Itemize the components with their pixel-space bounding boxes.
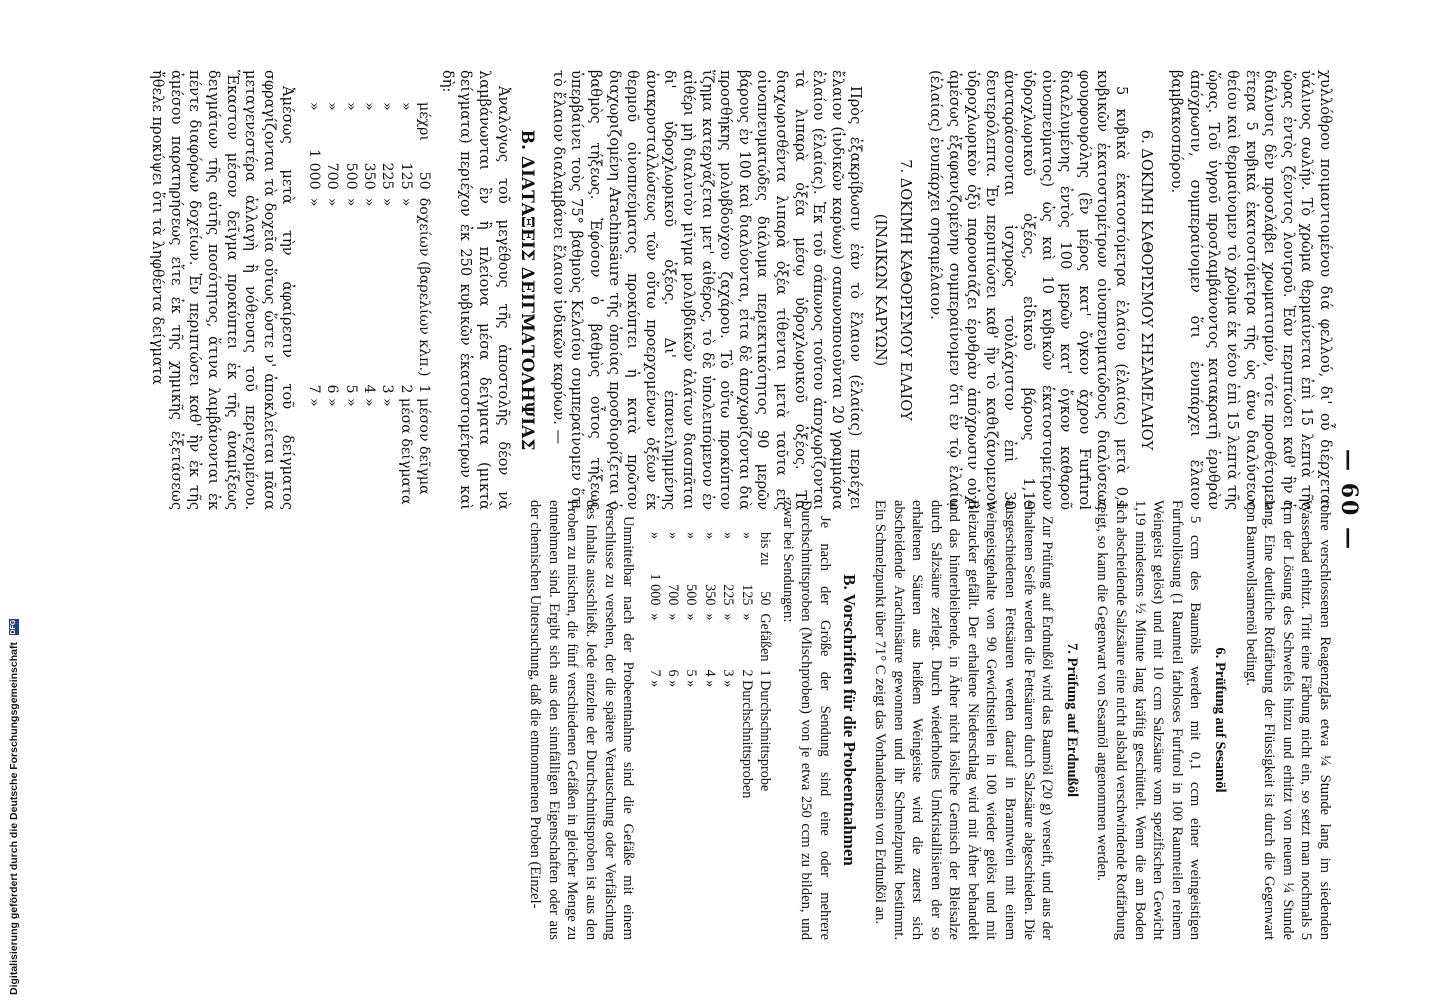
sample-count: 500 — [683, 584, 700, 606]
greek-heading-sampling: B. ΔΙΑΤΑΞΕΙΣ ΔΕΙΓΜΑΤΟΛΗΨΙΑΣ — [517, 129, 538, 451]
sample-result: 7 » — [646, 669, 663, 688]
sample-prefix: » — [342, 102, 359, 111]
german-paragraph-sealing: Unmittelbar nach der Probeentnahme sind die Gefäße mit einem Verschlusse zu versehen, der die spätere Vertauschung oder Verfälschung des Inhalts ausschließt. Jede einzelne der Durchschnittsproben ist aus den Proben zu mischen, die fünf verschiedenen Gefäßen in gleicher Menge zu entnehmen sind. Ergibt sich aus den sinnfälligen Eigenschaften oder aus der chemischen Untersuchung, daß die entnommenen Proben (Einzel- — [527, 500, 637, 940]
sample-count: 700 — [324, 162, 341, 190]
sample-prefix: bis zu — [756, 532, 773, 566]
greek-paragraph-sampling: Ἀναλόγως τοῦ μεγέθους τῆς ἀποστολῆς δέον νὰ λαμβάνωνται ἓν ἢ πλείονα μέσα δείγματα (μικτὰ δείγματα) περιέχον ἐκ 250 κυβικῶν ἑκατοστομέτρων καὶ δὴ: — [438, 70, 512, 510]
german-paragraph-sampling: Je nach der Größe der Sendung sind eine oder mehrere Durchschnittsproben (Mischproben) von je etwa 250 ccm zu bilden, und zwar bei Sendungen: — [779, 500, 833, 940]
sample-count: 50 — [416, 171, 433, 190]
sample-unit: Gefäßen — [756, 613, 773, 662]
sample-count: 225 — [720, 584, 737, 606]
dfg-logo: DFG — [10, 619, 18, 635]
sample-prefix: » — [738, 532, 755, 540]
greek-heading-peanut: 7. ΔΟΚΙΜΗ ΚΑΘΟΡΙΣΜΟΥ ΕΛΑΙΟΥ — [896, 159, 914, 421]
german-heading-sesame: 6. Prüfung auf Sesamöl — [1212, 647, 1229, 793]
sample-row — [360, 98, 378, 509]
sample-count: 350 — [361, 162, 378, 190]
sample-unit: » — [397, 197, 414, 207]
sample-count: 1 000 — [305, 149, 322, 190]
sample-prefix: » — [664, 532, 681, 540]
greek-sample-table — [304, 98, 433, 509]
greek-paragraph-continued: χυλλόθρου ποιμαντιομένου διά φελλού, δι' οὗ διέρχεται ὑάλινος σωλήν. Τὸ χρῶμα θερμαίνεται ἐπὶ 15 λεπτὰ τῆς ὥρας ἐντὸς ζέοντος λουτροῦ. Ἐὰν περιπτώσει καθ' ἣν ἡ διάλυσις δὲν προσλάβει χρωματισμόν, τότε προσθέτομεν ἕτερα 5 κυβικὰ ἑκατοστόμετρα τῆς ὡς ἄνω διαλύσεως θείου καὶ θερμαίνομεν τὸ χρῶμα ἐκ νέου ἐπὶ 15 λεπτὰ τῆς ὥρας. Τοῦ ὑγροῦ προσλαμβάνοντος κατακρατῆ ἐρυθρὰν ἀπόχρωσιν, συμπεραίνομεν ὅτι ἐνυπάρχει ἔλαιον βαμβακοσπόρου. — [1168, 70, 1334, 510]
sample-row — [415, 98, 433, 509]
sample-result: 4 » — [701, 669, 718, 688]
sample-count: 50 — [756, 591, 773, 606]
sample-prefix: » — [646, 532, 663, 540]
sample-count: 125 — [738, 584, 755, 606]
sample-row — [341, 98, 359, 509]
sample-prefix: » — [324, 102, 341, 111]
sample-unit: » — [701, 613, 718, 621]
sample-result: 5 » — [342, 384, 359, 407]
german-paragraph-peanut: Zur Prüfung auf Erdnußöl wird das Baumöl (20 g) verseift, und aus der erhaltenen Seife werden die Fettsäuren durch Salzsäure abgeschieden. Die ausgeschiedenen Fettsäuren werden darauf in Branntwein mit einem Weingeistgehalte von 90 Gewichtsteilen in 100 wieder gelöst und mit Bleizucker gefällt. Der erhaltene Niederschlag wird mit Äther behandelt und das hinterbleibende, in Äther nicht lösliche Gemisch der Bleisalze durch Salzsäure zerlegt. Durch wiederholtes Umkristallisieren der so erhaltenen Säuren aus heißem Weingeiste wird die zuerst sich abscheidende Arachinsäure gewonnen und ihr Schmelzpunkt bestimmt. Ein Schmelzpunkt über 71° C zeigt das Vorhandensein von Erdnußöl an. — [871, 500, 1056, 940]
sample-prefix: » — [720, 532, 737, 540]
sample-row — [756, 528, 774, 802]
sample-unit: » — [342, 197, 359, 207]
sample-unit: » — [646, 613, 663, 621]
sample-unit: » — [664, 613, 681, 621]
sample-unit: » — [720, 613, 737, 621]
sample-unit: » — [738, 613, 755, 621]
sample-unit: » — [324, 197, 341, 207]
sample-count: 700 — [664, 584, 681, 606]
sample-result: 6 » — [664, 669, 681, 688]
german-paragraph-sesame: 5 ccm des Baumöls werden mit 0,1 ccm einer weingeistigen Furfurollösung (1 Raumteil farbloses Furfurol in 100 Raumteilen reinem Weingeist gelöst) und mit 10 ccm Salzsäure vom spezifischen Gewicht 1,19 mindestens ½ Minute lang kräftig geschüttelt. Wenn die am Boden sich abscheidende Salzsäure eine nicht alsbald verschwindende Rotfärbung zeigt, so kann die Gegenwart von Sesamöl angenommen werden. — [1094, 500, 1204, 940]
greek-heading-peanut-sub: (ΙΝΔΙΚΩΝ ΚΑΡΥΩΝ) — [871, 213, 889, 367]
sample-result: 1 Durchschnittsprobe — [756, 669, 773, 792]
german-paragraph-continued: rohre verschlossenen Reagenzglas etwa ¼ Stunde lang im siedenden Wasserbad erhitzt. Tritt eine Färbung nicht ein, so setzt man nochmals 5 ccm der Lösung des Schwefels hinzu und erhitzt von neuem ¼ Stunde lang. Eine deutliche Rotfärbung der Flüssigkeit ist durch die Gegenwart von Baumwollsamenöl bedingt. — [1242, 500, 1333, 940]
sample-result: 4 » — [361, 384, 378, 407]
german-sample-table — [645, 528, 774, 802]
sample-row — [645, 528, 663, 802]
sample-result: 1 μέσον δεῖγμα — [416, 384, 433, 495]
german-heading-sampling: B. Vorschriften für die Probeentnahmen — [840, 574, 860, 866]
greek-heading-sesame: 6. ΔΟΚΙΜΗ ΚΑΘΟΡΙΣΜΟΥ ΣΗΣΑΜΕΛΑΙΟΥ — [1137, 129, 1155, 451]
sample-prefix: » — [397, 102, 414, 111]
greek-paragraph-sesame: 5 κυβικὰ ἑκατοστόμετρα ἐλαίου (ἐλαίας) μετὰ 0,1 κυβικῶν ἑκατοστομέτρων οἰνοπνευματώδους διαλύσεως φουρφουρόλης (ἓν μέρος κατ' ὄγκον ἄχρου Furfurol διαλελυμένης ἐντὸς 100 μερῶν κατ' ὄγκον καθαροῦ οἰνοπνεύματος) ὡς καὶ 10 κυβικῶν ἑκατοστομέτρων ὑδροχλωρικοῦ ὀξέος, εἰδικοῦ βάρους 1,19 ἀναταράσσονται ἰσχυρῶς τοὐλάχιστον ἐπὶ 30 δευτερόλεπτα. Ἐν περιπτώσει καθ' ἣν τὸ καθιζάνομενον ὑδροχλωρικὸν ὀξὺ παρουσιάζει ἐρυθρὰν ἀπόχρωσιν οὐχὶ ἀμέσως ἐξαφανιζομένην συμπεραίνομεν ὅτι ἐν τῷ ἐλαίῳ (ἐλαίας) ἐνυπάρχει σησαμέλαιον. — [927, 70, 1131, 510]
greek-paragraph-sealing: Ἀμέσως μετὰ τὴν ἀφαίρεσιν τοῦ δείγματος σφραγίζονται τὰ δοχεῖα οὕτως ὥστε ν' ἀποκλείεται πᾶσα μεταγενεστέρα ἀλλαγὴ ἢ νόθευσις τοῦ περιεχομένου. Ἕκαστον μέσον δεῖγμα προκύπτει ἐκ τῆς ἀναμίξεως δειγμάτων τῆς αὐτῆς ποσότητος, ἅτινα λαμβάνονται ἐκ πέντε διαφόρων δοχείων. Ἐν περιπτώσει καθ' ἣν ἐκ τῆς ἀμέσου παρατηρήσεως εἴτε ἐκ τῆς χημικῆς ἐξετάσεως ἤθελε προκύψει ὅτι τὰ ληφθέντα δείγματα — [149, 70, 297, 510]
sample-row — [700, 528, 718, 802]
sample-prefix: μέχρι — [416, 102, 433, 142]
sample-unit: » — [683, 613, 700, 621]
german-heading-peanut: 7. Prüfung auf Erdnußöl — [1063, 642, 1080, 798]
sample-unit: δοχείων (βαρελίων κλπ.) — [416, 197, 433, 377]
german-column — [526, 500, 1334, 940]
sample-row — [323, 98, 341, 509]
sample-result: 5 » — [683, 669, 700, 688]
sample-result: 2 μέσα δείγματα — [397, 384, 414, 505]
sample-unit: » — [361, 197, 378, 207]
sample-result: 3 » — [720, 669, 737, 688]
sample-row — [664, 528, 682, 802]
sample-count: 1 000 — [646, 573, 663, 606]
greek-paragraph-peanut: Πρὸς ἐξακρίβωσιν ἐὰν τὸ ἔλαιον (ἐλαίας) περιέχει ἔλαιον (ἰνδικῶν καρύων) σαπωνοποιοῦνται 20 γραμμάρια ἐλαίου (ἐλαίας). Ἐκ τοῦ σάπωνος τούτου ἀποχωρίζονται τὰ λιπαρὰ ὀξέα μέσῳ ὑδροχλωρικοῦ ὀξέος. Τὰ διαχωρισθέντα λιπαρὰ ὀξέα τίθενται μετὰ ταῦτα εἰς οἰνοπνευματώδες διάλυμα περιεκτικότητος 90 μερῶν βάρους ἐν 100 καὶ διαλύονται, εἶτα δὲ ἀποχωρίζονται διὰ προσθήκης μολυβδούχου ζαχάρου. Τὸ οὕτω προκύπτον ἵζημα κατεργάζεται μετ' αἰθέρος, τὸ δὲ ὑπολειπόμενον ἐν αἰθέρι μὴ διαλυτὸν μῖγμα μολυβδικῶν ἀλάτων διασπᾶται δι' ὑδροχλωρικοῦ ὀξέος. Δι' ἐπανειλημμένης ἀνακρυσταλλώσεως τῶν οὕτω προερχομένων ὀξέων ἐκ θερμοῦ οἰνοπνεύματος προκύπτει ἡ κατὰ πρῶτον διαχωριζομένη Arachinsäure τῆς ὁποίας προσδιορίζεται ὁ βαθμὸς τήξεως. Ἐφόσον ὁ βαθμὸς οὗτος τήξεως ὑπερβαίνει τοὺς 75° βαθμοὺς Κελσίου συμπεραίνομεν ὅτι τὸ ἔλαιον διαλαμβάνει ἔλαιον ἰνδικῶν καρύων. — — [549, 70, 865, 510]
sample-prefix: » — [683, 532, 700, 540]
sample-prefix: » — [361, 102, 378, 111]
sample-result: 7 » — [305, 384, 322, 407]
digitization-credit — [2, 600, 22, 995]
credit-text: Digitalisierung gefördert durch die Deutsche Forschungsgemeinschaft — [8, 642, 20, 995]
sample-result: 2 Durchschnittsproben — [738, 669, 755, 799]
sample-row — [682, 528, 700, 802]
sample-prefix: » — [305, 102, 322, 111]
sample-row — [396, 98, 414, 509]
sample-count: 500 — [342, 162, 359, 190]
sample-row — [304, 98, 322, 509]
sample-prefix: » — [379, 102, 396, 111]
sample-count: 350 — [701, 584, 718, 606]
sample-unit: » — [379, 197, 396, 207]
sample-prefix: » — [701, 532, 718, 540]
sample-count: 125 — [397, 162, 414, 190]
sample-row — [737, 528, 755, 802]
greek-column — [148, 70, 1334, 510]
sample-row — [719, 528, 737, 802]
sample-count: 225 — [379, 162, 396, 190]
sample-result: 3 » — [379, 384, 396, 407]
page-number: — 60 — — [1336, 449, 1362, 551]
sample-row — [378, 98, 396, 509]
sample-result: 6 » — [324, 384, 341, 407]
sample-unit: » — [305, 197, 322, 207]
